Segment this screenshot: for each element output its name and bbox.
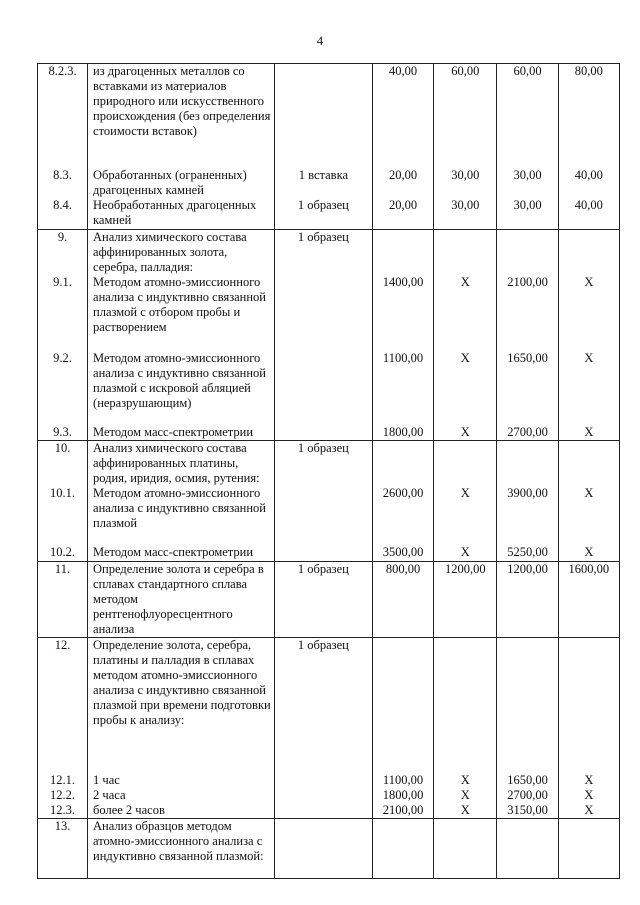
table-row [38,561,620,637]
table-row [38,230,620,276]
row-number: 12.2. [38,788,88,803]
row-value-1: 1400,00 [372,275,433,351]
row-number: 12. [38,637,88,773]
row-number: 12.1. [38,773,88,788]
row-value-3: 2100,00 [497,275,558,351]
table-row [38,351,620,425]
row-value-1: 800,00 [372,561,433,637]
row-value-3: 5250,00 [497,545,558,561]
row-value-4: 1600,00 [558,561,619,637]
row-unit [274,486,372,545]
row-name: Методом масс-спектрометрии [88,425,275,441]
row-value-3: 30,00 [497,198,558,230]
row-name: более 2 часов [88,803,275,819]
row-value-4: 40,00 [558,168,619,198]
row-value-2: X [434,351,497,425]
row-unit: 1 образец [274,230,372,276]
row-unit [274,819,372,879]
row-value-3: 2700,00 [497,425,558,441]
row-number: 9. [38,230,88,276]
row-value-4: X [558,773,619,788]
row-number: 13. [38,819,88,879]
row-value-4: 80,00 [558,64,619,168]
row-name: Анализ химического состава аффинированных золота, серебра, палладия: [88,230,275,276]
row-value-3: 3900,00 [497,486,558,545]
row-value-2 [434,441,497,487]
row-value-3: 3150,00 [497,803,558,819]
row-unit [274,545,372,561]
row-value-2 [434,230,497,276]
table-row [38,803,620,819]
row-value-2: 30,00 [434,198,497,230]
row-value-2: 60,00 [434,64,497,168]
row-name: Методом атомно-эмиссионного анализа с индуктивно связанной плазмой с отбором пробы и растворением [88,275,275,351]
row-value-3: 1650,00 [497,351,558,425]
row-value-4: X [558,545,619,561]
row-value-1: 1100,00 [372,773,433,788]
table-row [38,637,620,773]
row-name: 1 час [88,773,275,788]
row-value-4: X [558,425,619,441]
table-row [38,545,620,561]
row-value-1: 20,00 [372,198,433,230]
page-number: 4 [316,34,324,48]
row-value-4 [558,637,619,773]
row-unit: 1 образец [274,198,372,230]
row-value-1: 20,00 [372,168,433,198]
row-name: Анализ образцов методом атомно-эмиссионного анализа с индуктивно связанной плазмой: [88,819,275,879]
row-value-4: X [558,788,619,803]
row-name: Необработанных драгоценных камней [88,198,275,230]
row-value-4 [558,230,619,276]
row-name: Методом атомно-эмиссионного анализа с индуктивно связанной плазмой [88,486,275,545]
row-value-4: X [558,486,619,545]
table-row [38,425,620,441]
table-row [38,441,620,487]
row-number: 8.3. [38,168,88,198]
table-row [38,773,620,788]
row-value-3 [497,637,558,773]
row-value-1: 2100,00 [372,803,433,819]
row-unit [274,803,372,819]
row-unit: 1 образец [274,441,372,487]
row-number: 10.2. [38,545,88,561]
row-value-3: 60,00 [497,64,558,168]
row-value-3: 1650,00 [497,773,558,788]
row-value-2: X [434,803,497,819]
row-value-2: 30,00 [434,168,497,198]
row-value-1 [372,819,433,879]
table-row [38,168,620,198]
table-row [38,486,620,545]
row-unit: 1 образец [274,637,372,773]
row-unit: 1 образец [274,561,372,637]
row-value-1: 40,00 [372,64,433,168]
row-value-3 [497,819,558,879]
row-unit [274,788,372,803]
row-value-1 [372,637,433,773]
row-value-4 [558,441,619,487]
row-value-3: 1200,00 [497,561,558,637]
row-value-3 [497,441,558,487]
row-name: Обработанных (ограненных) драгоценных камней [88,168,275,198]
row-number: 10. [38,441,88,487]
row-value-1: 3500,00 [372,545,433,561]
row-value-4: 40,00 [558,198,619,230]
row-value-3 [497,230,558,276]
row-number: 9.3. [38,425,88,441]
table-row [38,64,620,168]
row-value-1: 1800,00 [372,788,433,803]
row-name: 2 часа [88,788,275,803]
row-value-3: 30,00 [497,168,558,198]
row-value-2 [434,819,497,879]
price-table [37,63,620,879]
row-unit [274,275,372,351]
row-number: 8.2.3. [38,64,88,168]
row-value-1: 2600,00 [372,486,433,545]
row-number: 11. [38,561,88,637]
row-value-1: 1800,00 [372,425,433,441]
row-number: 8.4. [38,198,88,230]
row-number: 10.1. [38,486,88,545]
table-row [38,788,620,803]
row-value-4: X [558,275,619,351]
row-number: 12.3. [38,803,88,819]
row-value-4: X [558,351,619,425]
row-name: Методом атомно-эмиссионного анализа с индуктивно связанной плазмой с искровой абляцией (неразрушающим) [88,351,275,425]
row-number: 9.1. [38,275,88,351]
row-value-1: 1100,00 [372,351,433,425]
row-unit [274,425,372,441]
table-row [38,819,620,879]
row-name: из драгоценных металлов со вставками из материалов природного или искусственного происхождения (без определения стоимости вставок) [88,64,275,168]
row-value-2: X [434,275,497,351]
table-row [38,198,620,230]
row-name: Определение золота, серебра, платины и палладия в сплавах методом атомно-эмиссионного анализа с индуктивно связанной плазмой при времени подготовки пробы к анализу: [88,637,275,773]
row-value-2 [434,637,497,773]
row-value-1 [372,441,433,487]
row-value-2: X [434,425,497,441]
row-value-1 [372,230,433,276]
row-unit [274,64,372,168]
row-unit: 1 вставка [274,168,372,198]
row-value-2: X [434,486,497,545]
row-name: Определение золота и серебра в сплавах стандартного сплава методом рентгенофлуоресцентного анализа [88,561,275,637]
row-value-4 [558,819,619,879]
row-value-4: X [558,803,619,819]
row-name: Анализ химического состава аффинированных платины, родия, иридия, осмия, рутения: [88,441,275,487]
row-value-2: X [434,773,497,788]
table-row [38,275,620,351]
row-value-2: X [434,545,497,561]
row-unit [274,773,372,788]
row-value-3: 2700,00 [497,788,558,803]
row-value-2: 1200,00 [434,561,497,637]
row-unit [274,351,372,425]
row-name: Методом масс-спектрометрии [88,545,275,561]
row-value-2: X [434,788,497,803]
row-number: 9.2. [38,351,88,425]
